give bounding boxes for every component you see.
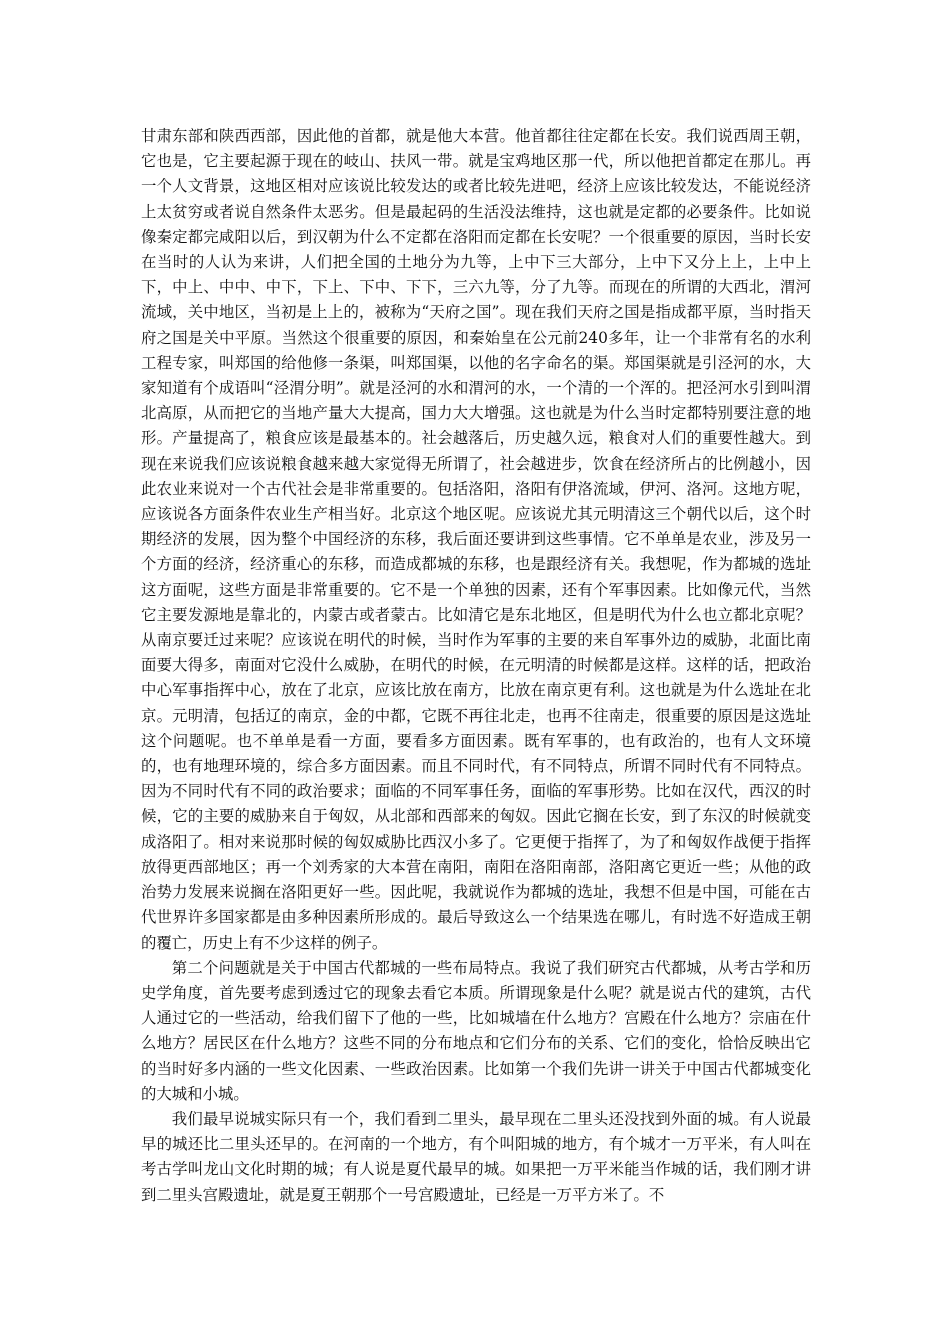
- paragraph-3: 我们最早说城实际只有一个，我们看到二里头，最早现在二里头还没找到外面的城。有人说最早的城还比二里头还早的。在河南的一个地方，有个叫阳城的地方，有个城才一万平米，有人叫在考古学叫龙山文化时期的城；有人说是夏代最早的城。如果把一万平米能当作城的话，我们刚才讲到二里头宫殿遗址，就是夏王朝那个一号宫殿遗址，已经是一万平方米了。不: [141, 1109, 811, 1204]
- document-body: [141, 124, 811, 1208]
- paragraph-1: 甘肃东部和陕西西部，因此他的首都，就是他大本营。他首都往往定都在长安。我们说西周王朝，它也是，它主要起源于现在的岐山、扶风一带。就是宝鸡地区那一代，所以他把首都定在那儿。再一个人文背景，这地区相对应该说比较发达的或者比较先进吧，经济上应该比较发达，不能说经济上太贫穷或者说自然条件太恶劣。但是最起码的生活没法维持，这也就是定都的必要条件。比如说像秦定都完咸阳以后，到汉朝为什么不定都在洛阳而定都在长安呢？一个很重要的原因，当时长安在当时的人认为来讲，人们把全国的土地分为九等，上中下三大部分，上中下又分上上，上中上下，中上、中中、中下，下上、下中、下下，三六九等，分了九等。而现在的所谓的大西北，渭河流域，关中地区，当初是上上的，被称为“天府之国”。现在我们天府之国是指成都平原，当时指天府之国是关中平原。当然这个很重要的原因，和秦始皇在公元前240多年，让一个非常有名的水利工程专家，叫郑国的给他修一条渠，叫郑国渠，以他的名字命名的渠。郑国渠就是引泾河的水，大家知道有个成语叫“泾渭分明”。就是泾河的水和渭河的水，一个清的一个浑的。把泾河水引到叫渭北高原，从而把它的当地产量大大提高，国力大大增强。这也就是为什么当时定都特别要注意的地形。产量提高了，粮食应该是最基本的。社会越落后，历史越久远，粮食对人们的重要性越大。到现在来说我们应该说粮食越来越大家觉得无所谓了，社会越进步，饮食在经济所占的比例越小，因此农业来说对一个古代社会是非常重要的。包括洛阳，洛阳有伊洛流域，伊河、洛河。这地方呢，应该说各方面条件农业生产相当好。北京这个地区呢。应该说尤其元明清这三个朝代以后，这个时期经济的发展，因为整个中国经济的东移，我后面还要讲到这些事情。它不单单是农业，涉及另一个方面的经济，经济重心的东移，而造成都城的东移，也是跟经济有关。我想呢，作为都城的选址这方面呢，这些方面是非常重要的。它不是一个单独的因素，还有个军事因素。比如像元代，当然它主要发源地是靠北的，内蒙古或者蒙古。比如清它是东北地区，但是明代为什么也立都北京呢？从南京要迁过来呢？应该说在明代的时候，当时作为军事的主要的来自军事外边的威胁，北面比南面要大得多，南面对它没什么威胁，在明代的时候，在元明清的时候都是这样。这样的话，把政治中心军事指挥中心，放在了北京，应该比放在南方，比放在南京更有利。这也就是为什么选址在北京。元明清，包括辽的南京，金的中都，它既不再往北走，也再不往南走，很重要的原因是这选址这个问题呢。也不单单是看一方面，要看多方面因素。既有军事的，也有政治的，也有人文环境的，也有地理环境的，综合多方面因素。而且不同时代，有不同特点，所谓不同时代有不同特点。因为不同时代有不同的政治要求；面临的不同军事任务，面临的军事形势。比如在汉代，西汉的时候，它的主要的威胁来自于匈奴，从北部和西部来的匈奴。因此它搁在长安，到了东汉的时候就变成洛阳了。相对来说那时候的匈奴威胁比西汉小多了。它更便于指挥了，为了和匈奴作战便于指挥放得更西部地区；再一个刘秀家的大本营在南阳，南阳在洛阳南部，洛阳离它更近一些；从他的政治势力发展来说搁在洛阳更好一些。因此呢，我就说作为都城的选址，我想不但是中国，可能在古代世界许多国家都是由多种因素所形成的。最后导致这么一个结果选在哪儿，有时选不好造成王朝的覆亡，历史上有不少这样的例子。: [141, 127, 811, 952]
- paragraph-2: 第二个问题就是关于中国古代都城的一些布局特点。我说了我们研究古代都城，从考古学和历史学角度，首先要考虑到透过它的现象去看它本质。所谓现象是什么呢？就是说古代的建筑，古代人通过它的一些活动，给我们留下了他的一些，比如城墙在什么地方？宫殿在什么地方？宗庙在什么地方？居民区在什么地方？这些不同的分布地点和它们分布的关系、它们的变化，恰恰反映出它的当时好多内涵的一些文化因素、一些政治因素。比如第一个我们先讲一讲关于中国古代都城变化的大城和小城。: [141, 958, 811, 1103]
